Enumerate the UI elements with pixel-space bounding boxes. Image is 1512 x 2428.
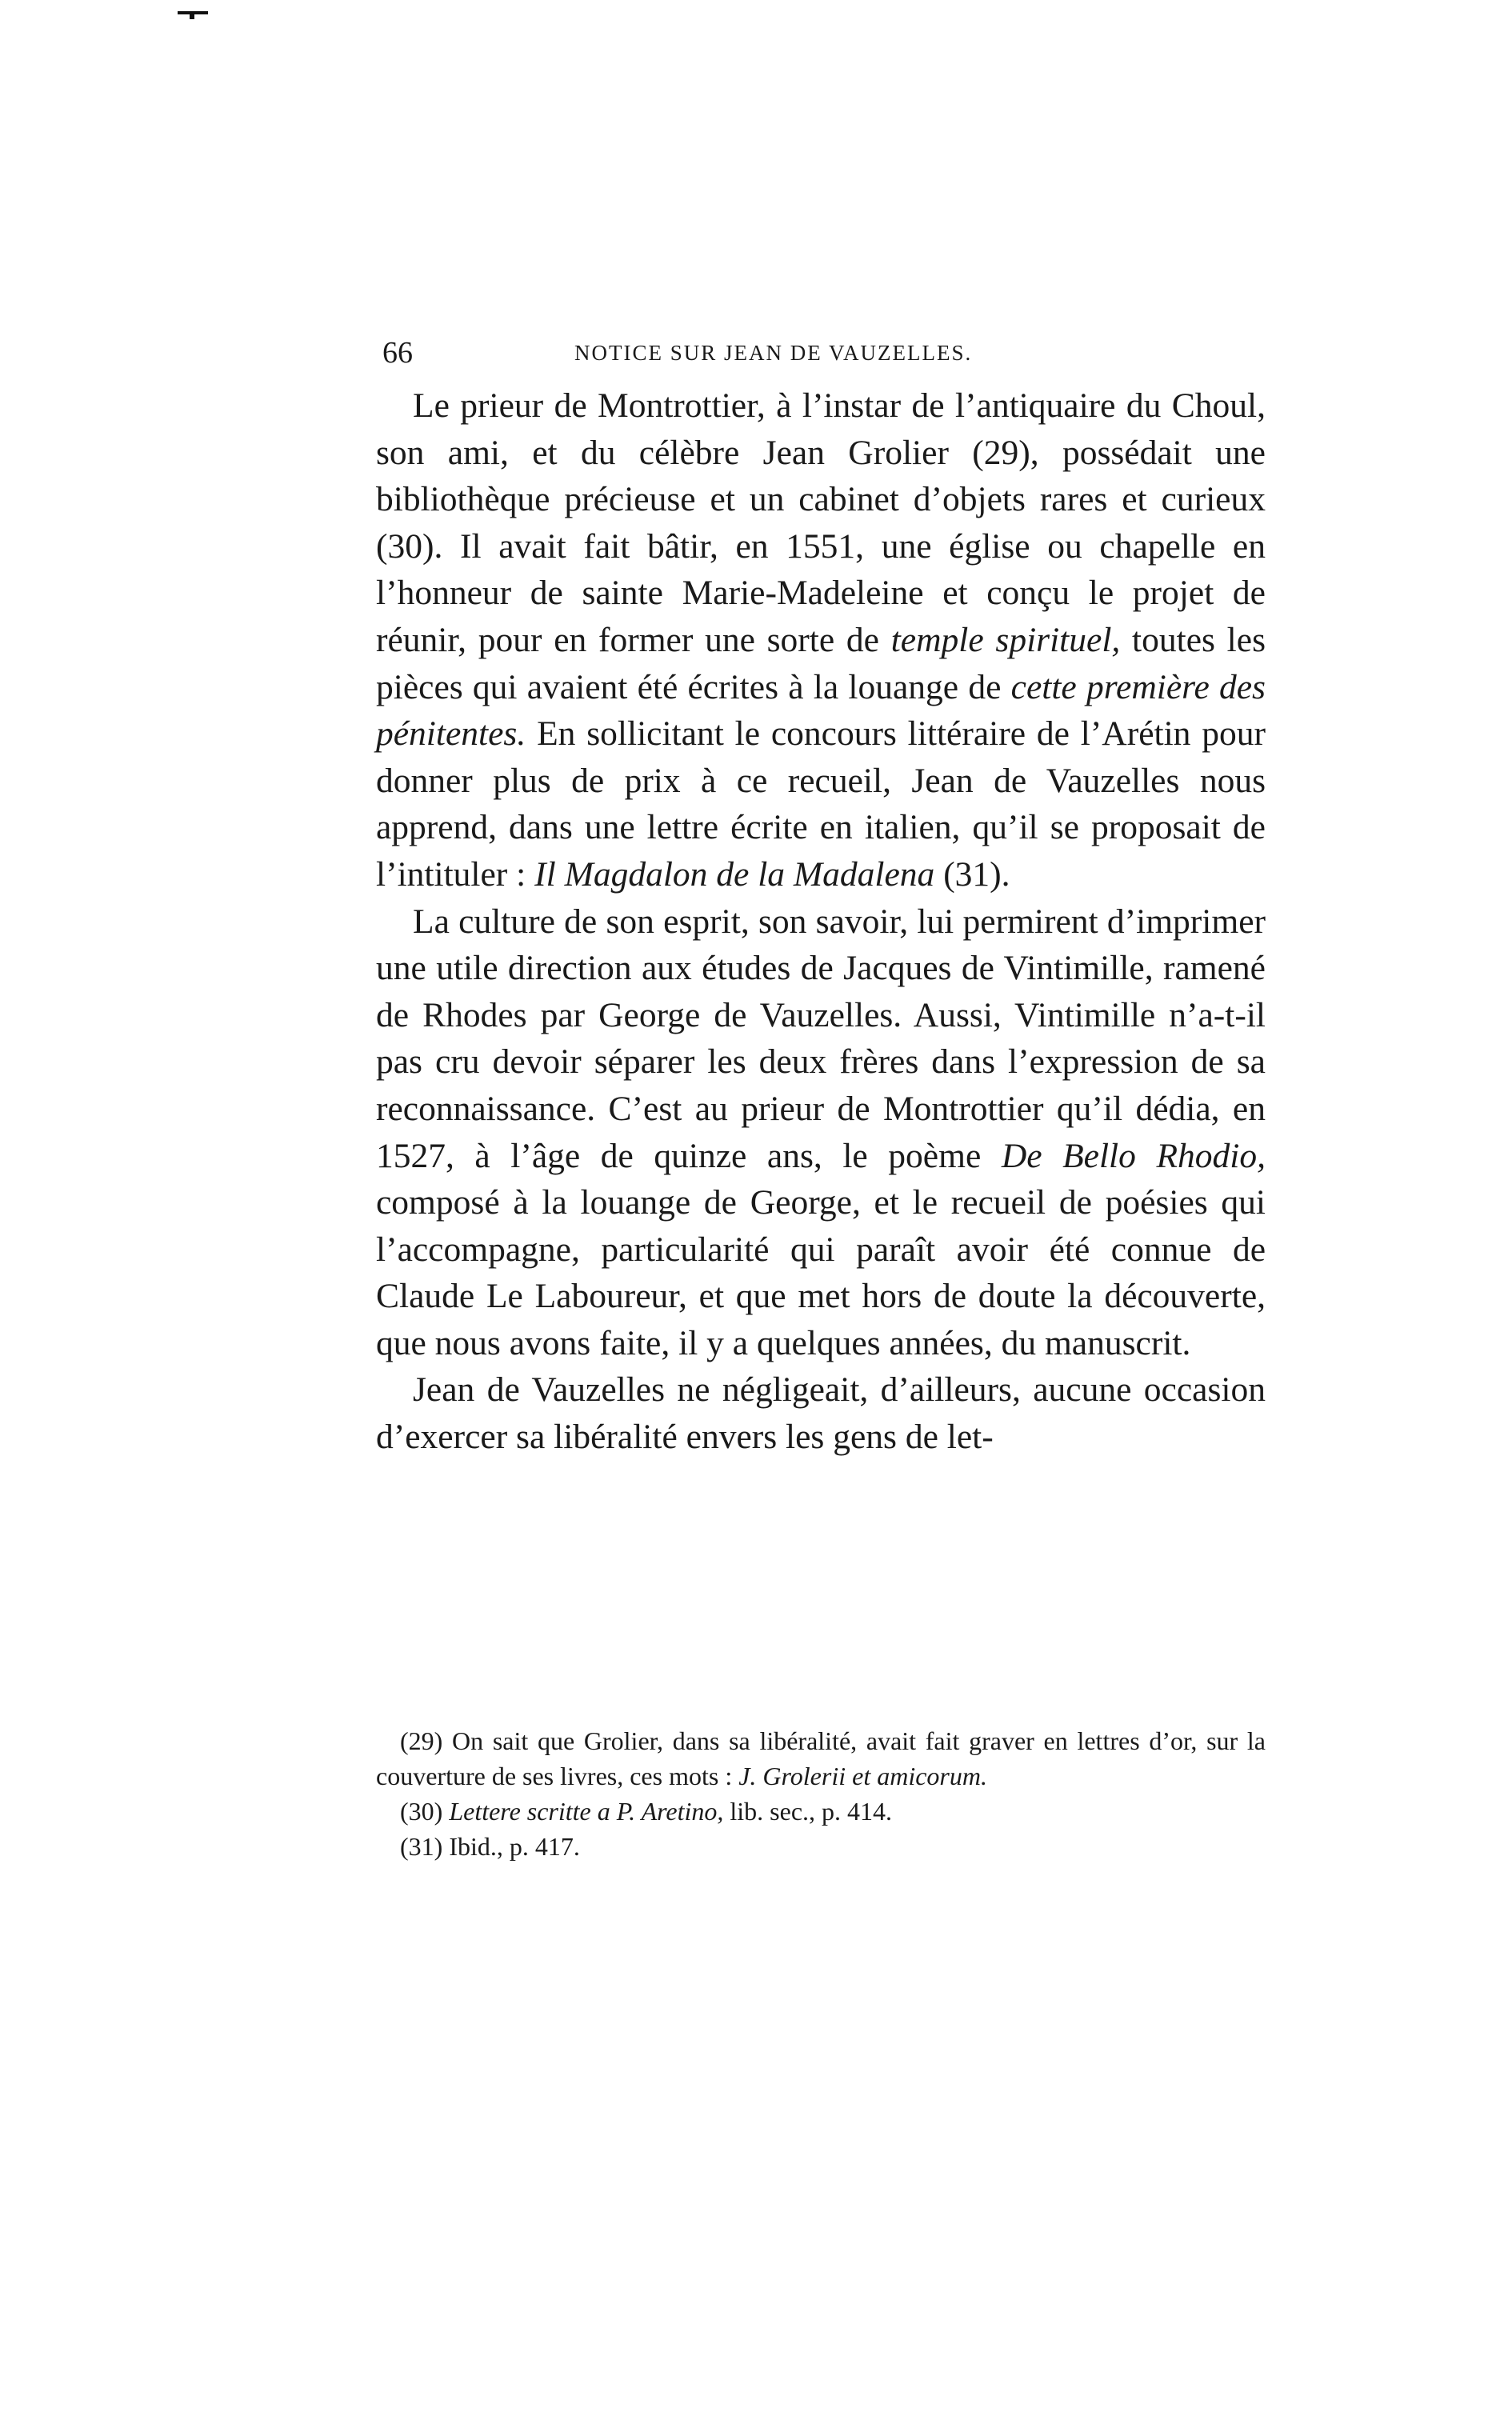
text-span: Jean de Vauzelles ne négligeait, d’ailleurs, aucune occasion d’exercer sa libéralité envers les gens de let- (376, 1370, 1266, 1457)
text-span: lib. sec., p. 414. (723, 1797, 893, 1826)
italic-span: cette première des pénitentes. (376, 667, 1266, 754)
paragraph-3 (376, 1366, 1266, 1460)
text-span: En sollicitant le concours littéraire de l’Arétin pour donner plus de prix à ce recueil, Jean de Vauzelles nous apprend, dans une lettre écrite en italien, qu’il se proposait de l’intituler : (376, 714, 1266, 894)
printer-mark-icon (178, 10, 208, 19)
italic-span: Lettere scritte a P. Aretino, (449, 1797, 724, 1826)
page-number: 66 (382, 336, 413, 370)
text-span: composé à la louange de George, et le recueil de poésies qui l’accompagne, particularité qui paraît avoir été connue de Claude Le Laboureur, et que met hors de doute la découverte, que nous avons faite, il y a quelques années, du manuscrit. (376, 1183, 1266, 1362)
italic-span: Il Magdalon de la Madalena (534, 854, 935, 894)
text-span: La culture de son esprit, son savoir, lui permirent d’imprimer une utile direction aux études de Jacques de Vintimille, ramené de Rhodes par George de Vauzelles. Aussi, Vintimille n’a-t-il pas cru devoir séparer les deux frères dans l’expression de sa reconnaissance. C’est au prieur de Montrottier qu’il dédia, en 1527, à l’âge de quinze ans, le poème (376, 902, 1266, 1175)
running-head: NOTICE SUR JEAN DE VAUZELLES. (574, 341, 973, 365)
footnote-31 (376, 1829, 1266, 1864)
text-span: (29) On sait que Grolier, dans sa libéralité, avait fait graver en lettres d’or, sur la couverture de ses livres, ces mots : (376, 1726, 1266, 1790)
italic-span: De Bello Rhodio, (1001, 1136, 1266, 1175)
footnote-29 (376, 1723, 1266, 1794)
text-span: toutes les pièces qui avaient été écrites à la louange de (376, 620, 1266, 706)
footnotes (376, 1723, 1266, 1864)
text-span: Le prieur de Montrottier, à l’instar de l’antiquaire du Choul, son ami, et du célèbre Jean Grolier (29), possédait une bibliothèque précieuse et un cabinet d’objets rares et curieux (30). Il avait fait bâtir, en 1551, une église ou chapelle en l’honneur de sainte Marie-Madeleine et conçu le projet de réunir, pour en former une sorte de (376, 386, 1266, 659)
text-span: (30) (400, 1797, 450, 1826)
page-header (382, 334, 1270, 371)
text-span: (31). (934, 854, 1010, 894)
italic-span: J. Grolerii et amicorum. (738, 1762, 987, 1790)
italic-span: temple spirituel, (890, 620, 1121, 659)
paragraph-2 (376, 898, 1266, 1367)
main-text (376, 382, 1266, 1461)
paragraph-1 (376, 382, 1266, 898)
text-span: (31) Ibid., p. 417. (400, 1832, 580, 1861)
footnote-30 (376, 1794, 1266, 1829)
